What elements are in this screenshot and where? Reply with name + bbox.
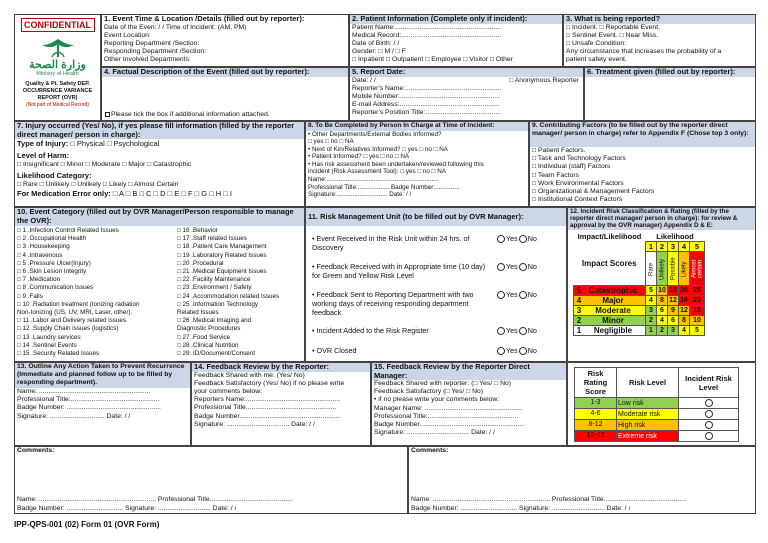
section-12-title: 12. Incident Risk Classification & Rating (filled by the reporter direct manager/ person in charge): for review & approval by the OVR manager) Appendix D & E: xyxy=(568,208,755,230)
s8-signature-field[interactable]: Signature:............................. Date: / / xyxy=(308,191,412,199)
section-8-person-in-charge xyxy=(305,121,529,207)
likelihood-col-name: Unlikely xyxy=(657,252,668,286)
impact-num: 4 xyxy=(576,296,582,305)
event-category-item[interactable]: Diagnostic Procedures xyxy=(177,325,241,333)
s15-name-field[interactable]: Manager Name: .................................................... xyxy=(374,404,523,412)
rating-level: High risk xyxy=(617,420,679,431)
no-label: No xyxy=(527,346,537,355)
risk-score-cell: 20 xyxy=(680,287,688,294)
s14-name-field[interactable]: Reporters Name:.................................................. xyxy=(194,396,341,404)
event-category-item[interactable]: □ 29. ID/Document/Consent xyxy=(177,350,256,358)
likelihood-field[interactable]: □ Rare □ Unlikely □ Unlikely □ Likely □ Almost Certain xyxy=(17,181,179,189)
likelihood-col-num: 5 xyxy=(690,242,705,252)
event-category-item[interactable]: □ 25 .Information Technology xyxy=(177,300,259,308)
event-category-item[interactable]: □ 27 .Food Service xyxy=(177,333,231,341)
section-9-title: 9. Contributing Factors (to be filled out by the reporter direct manager/ person in charge) refer to Appendix F (Chose top 3 only): xyxy=(530,122,755,147)
incident-risk-radio xyxy=(679,431,739,442)
form-footer-code: IPP-QPS-001 (02) Form 01 (OVR Form) xyxy=(14,520,160,529)
not-medical-record-note: (Not part of Medical Record) xyxy=(26,102,89,108)
s14-badge-field[interactable]: Badge Number..................................................... xyxy=(194,412,340,420)
comments-label: Comments: xyxy=(17,447,55,454)
event-category-item[interactable]: □ 22 .Facility Maintenance xyxy=(177,276,251,284)
incident-risk-radio xyxy=(679,398,739,409)
harm-field[interactable]: □ Insignificant □ Minor □ Moderate □ Major □ Catastrophic xyxy=(17,161,192,168)
event-category-item[interactable]: □ 13 .Laundry services xyxy=(17,333,81,341)
section-2-title: 2. Patient Information (Complete only if incident): xyxy=(350,15,562,24)
yes-no-radio[interactable] xyxy=(496,346,537,355)
impact-row-label xyxy=(574,326,646,336)
section-7-title: 7. Injury occurred (Yes/ No), if yes please fill information (filled by the reporter direct manager/ person in charge): xyxy=(15,122,304,139)
no-label: No xyxy=(527,262,537,271)
report-title: OCCURRENCE VARIANCE REPORT (OVR) xyxy=(22,88,93,101)
ministry-english: Ministry of Health xyxy=(36,71,79,77)
risk-score-cell: 8 xyxy=(679,316,690,326)
event-category-item[interactable]: □ 16 .Behavior xyxy=(177,227,218,234)
rating-score: 1-3 xyxy=(575,398,617,409)
section-13-actions xyxy=(14,362,191,446)
responding-dept-field[interactable]: Responding Department /Section: xyxy=(104,48,207,56)
section-3-what-reported xyxy=(563,14,756,67)
section-15-title: 15. Feedback Review by the Reporter Direct Manager: xyxy=(372,363,566,380)
risk-score-cell: 8 xyxy=(657,296,668,306)
s15-signature-field[interactable]: Signature: ................................. Date: / / xyxy=(374,429,495,437)
event-category-item[interactable]: □ 4 .Intravenous xyxy=(17,251,63,259)
yes-no-radio[interactable] xyxy=(496,262,537,271)
event-category-item[interactable]: □ 6 .Skin Lesion Integrity xyxy=(17,268,87,276)
s14-line-3: your comments below: xyxy=(194,387,262,395)
no-radio-icon[interactable] xyxy=(519,291,527,299)
likelihood-col-num: 1 xyxy=(646,242,657,252)
event-category-item[interactable]: □ 7 .Medication xyxy=(17,276,61,284)
section-7-injury xyxy=(14,121,305,207)
event-location-field[interactable]: Event Location: xyxy=(104,31,151,39)
section-11-title: 11. Risk Management Unit (to be filled out by OVR Manager): xyxy=(306,208,566,226)
event-category-item[interactable]: □ 23 .Environment / Safety xyxy=(177,284,252,292)
incident-risk-radio-icon[interactable] xyxy=(705,432,713,440)
yes-radio-icon[interactable] xyxy=(497,235,505,243)
harm-label: Level of Harm: xyxy=(17,151,70,160)
unsafe-desc: Any circumstance that increases the probability of a xyxy=(566,48,722,56)
factor-task[interactable]: □ Task and Technology Factors xyxy=(532,155,626,163)
event-category-item[interactable]: □ 15 .Security Related Issues xyxy=(17,350,100,358)
impact-name: Negligible xyxy=(593,326,633,335)
incident-risk-radio xyxy=(679,420,739,431)
incident-risk-radio-icon[interactable] xyxy=(705,410,713,418)
risk-mgmt-text: • Incident Added to the Risk Register xyxy=(312,326,429,335)
risk-score-cell: 6 xyxy=(657,306,668,316)
rating-score: 15-25 xyxy=(575,431,617,442)
impact-row-label xyxy=(574,296,646,306)
event-category-item[interactable]: □ 5 .Pressure Ulcer(Injury) xyxy=(17,259,91,267)
rating-header: Risk Level xyxy=(617,368,679,398)
injury-type-field[interactable]: Type of Injury: □ Physical □ Psychological xyxy=(17,139,160,148)
section-3-title: 3. What is being reported? xyxy=(564,15,755,24)
section-6-treatment[interactable] xyxy=(584,67,756,121)
comments-name-line-2[interactable]: Name: .............................................................. Professional Title............................................ xyxy=(411,495,687,503)
risk-mgmt-text: • Feedback Received with in Appropriate time (10 day) for Green and Yellow Risk Level xyxy=(312,262,486,280)
s8-line-4[interactable]: • Patient Informed? □ yes □ no □ NA xyxy=(308,153,410,161)
event-category-item[interactable]: □ 19 .Laboratory Related Issues xyxy=(177,251,267,259)
section-8-title: 8. To Be Completed by Person In Charge at Time of Incident: xyxy=(306,122,528,131)
risk-score-cell: 4 xyxy=(657,316,668,326)
logo-panel xyxy=(14,14,101,121)
report-type-sentinel[interactable]: □ Sentinel Event. □ Near Miss. xyxy=(566,31,659,39)
patient-type-field[interactable]: □ Inpatient □ Outpatient □ Employee □ Visitor □ Other xyxy=(352,56,513,64)
s15-line-1[interactable]: Feedback Shared with reporter: (□ Yes/ □ No) xyxy=(374,380,512,387)
impact-num: 2 xyxy=(576,316,582,325)
yes-no-radio[interactable] xyxy=(496,326,537,335)
comments-badge-line[interactable]: Badge Number: .............................. Signature: ............................ Date: / / xyxy=(17,504,237,512)
report-type-unsafe[interactable]: □ Unsafe Condition: xyxy=(566,39,627,47)
section-5-report-date xyxy=(349,67,584,121)
s8-title-badge-field[interactable]: Professional Title:.................. Badge Number:.............. xyxy=(308,183,460,191)
mobile-field[interactable]: Mobile Number:..................................................... xyxy=(352,92,501,100)
comments-name-line[interactable]: Name: .............................................................. Professional Title............................................ xyxy=(17,495,293,503)
section-15-manager-feedback xyxy=(371,362,567,446)
risk-score-cell: 12 xyxy=(669,297,677,304)
event-category-item[interactable]: □ 20 .Procedural xyxy=(177,259,224,267)
yes-no-radio[interactable] xyxy=(496,290,537,299)
s8-line-3[interactable]: • Next of Kin/Relatives Informed? □ yes □ no □ NA xyxy=(308,145,448,153)
section-1-title: 1. Event Time & Location /Details (filled out by reporter): xyxy=(104,14,305,23)
s15-title-field[interactable]: Professional Title:................................................ xyxy=(374,412,519,420)
s8-line-5[interactable]: • Has risk assessment been undertaken/reviewed following this xyxy=(308,160,484,168)
s8-line-1[interactable]: • Other Departments/External Bodies Informed? xyxy=(308,130,442,138)
incident-risk-radio-icon[interactable] xyxy=(705,421,713,429)
comments-right[interactable] xyxy=(408,446,756,514)
impact-scores-label: Impact Scores xyxy=(581,258,637,268)
likelihood-col-name: Almost certain xyxy=(690,252,705,286)
report-type-incident[interactable]: □ Incident. □ Reportable Event. xyxy=(566,23,660,31)
risk-score-cell: 10 xyxy=(658,287,666,294)
event-category-item[interactable]: □ 17 .Staff related Issues xyxy=(177,235,247,243)
s13-name-field[interactable]: Name: ........................................................... xyxy=(17,388,151,395)
risk-score-cell: 4 xyxy=(679,326,690,336)
event-category-item[interactable]: □ 12 .Supply Chain issues (logistics) xyxy=(17,325,119,333)
risk-score-cell: 25 xyxy=(690,286,705,296)
risk-matrix-table xyxy=(573,232,705,336)
impact-name: Moderate xyxy=(595,306,631,315)
risk-score-cell: 2 xyxy=(646,316,657,326)
no-label: No xyxy=(527,234,537,243)
risk-score-cell: 12 xyxy=(680,307,688,314)
anonymous-reporter-checkbox[interactable]: □ Anonymous Reporter xyxy=(509,76,579,84)
event-category-item[interactable]: □ 14 .Sentinel Events xyxy=(17,341,77,349)
yes-radio-icon[interactable] xyxy=(497,347,505,355)
impact-row-label xyxy=(574,286,646,296)
section-12-risk-matrix xyxy=(567,207,756,362)
unsafe-desc-2: patient safety event. xyxy=(566,56,627,64)
dob-field[interactable]: Date of Birth: / / xyxy=(352,39,400,47)
risk-score-cell: 5 xyxy=(646,286,657,296)
likelihood-col-name: Likely xyxy=(679,252,690,286)
dept-name: Quality & Pt. Safety DEP. xyxy=(25,81,90,87)
incident-risk-radio xyxy=(679,409,739,420)
s14-title-field[interactable]: Professional Title................................................ xyxy=(194,404,337,412)
risk-score-cell: 4 xyxy=(646,296,657,306)
risk-score-cell: 2 xyxy=(657,326,668,336)
s13-title-field[interactable]: Professional Title:............................................... xyxy=(17,396,160,404)
risk-mgmt-text: • Event Received in the Risk Unit within 24 hrs. of Discovery xyxy=(312,234,470,252)
risk-score-cell: 16 xyxy=(680,297,688,304)
category-column-2 xyxy=(175,227,305,358)
comments-badge-line-2[interactable]: Badge Number: .............................. Signature: ............................ Date: / / xyxy=(411,504,631,512)
event-category-item[interactable]: □ 11 .Labor and Delivery related issues xyxy=(17,317,127,325)
event-category-item[interactable]: □ 8 .Communication Issues xyxy=(17,284,94,292)
reporting-dept-field[interactable]: Reporting Department /Section: xyxy=(104,39,200,47)
factor-patient[interactable]: □ Patient Factors. xyxy=(532,147,586,154)
yes-label: Yes xyxy=(506,262,518,271)
factor-institutional[interactable]: □ Institutional Context Factors xyxy=(532,196,623,204)
likelihood-col-num: 3 xyxy=(668,242,679,252)
s15-badge-field[interactable]: Badge Number....................................................... xyxy=(374,421,524,429)
section-2-patient-info xyxy=(349,14,563,67)
s14-signature-field[interactable]: Signature: ................................. Date: / / xyxy=(194,420,315,428)
s13-badge-field[interactable]: Badge Number: .................................................. xyxy=(17,404,161,412)
rating-header: Incident Risk Level xyxy=(679,368,739,398)
impact-name: Major xyxy=(602,296,624,305)
rating-header: Risk Rating Score xyxy=(575,368,617,398)
event-category-item[interactable]: Related Issues xyxy=(177,309,219,317)
risk-score-cell: 5 xyxy=(690,326,705,336)
s8-line-2[interactable]: □ yes □ no □ NA xyxy=(308,138,354,146)
yes-label: Yes xyxy=(506,346,518,355)
risk-score-cell: 20 xyxy=(690,296,705,306)
event-category-item[interactable]: □ 24 .Accommodation related Issues xyxy=(177,292,280,300)
risk-score-cell: 1 xyxy=(646,326,657,336)
likelihood-col-num: 2 xyxy=(657,242,668,252)
rating-score: 8-12 xyxy=(575,420,617,431)
risk-score-cell: 15 xyxy=(690,306,705,316)
event-category-item[interactable]: □ 26 .Medical Imaging and xyxy=(177,317,252,325)
risk-rating-table xyxy=(574,367,739,442)
yes-label: Yes xyxy=(506,326,518,335)
likelihood-header: Likelihood xyxy=(646,232,705,242)
medical-record-field[interactable]: Medical Record:..................................................... xyxy=(352,31,502,39)
impact-row-label xyxy=(574,306,646,316)
impact-likelihood-label: Impact/Likelihood xyxy=(577,232,642,242)
s13-signature-field[interactable]: Signature: ............................. Date: / / xyxy=(17,412,131,420)
section-4-description[interactable] xyxy=(101,67,349,121)
risk-score-cell: 15 xyxy=(669,287,677,294)
risk-mgmt-text: • OVR Closed xyxy=(312,346,357,355)
section-6-title: 6. Treatment given (filled out by reporter): xyxy=(585,68,755,77)
risk-score-cell: 3 xyxy=(668,326,679,336)
section-10-event-category xyxy=(14,207,305,362)
yes-radio-icon[interactable] xyxy=(497,327,505,335)
likelihood-col-name: Possible xyxy=(668,252,679,286)
ministry-logo-icon xyxy=(38,37,78,59)
event-category-item[interactable]: □ 9 .Falls xyxy=(17,292,43,300)
medication-error-field[interactable]: For Medication Error only: □ A □ B □ C □ D □ E □ F □ G □ H □ I xyxy=(17,189,232,199)
section-4-title: 4. Factual Description of the Event (filled out by reporter): xyxy=(102,68,348,77)
section-10-title: 10. Event Category (filled out by OVR Manager/Person responsible to manage the OVR): xyxy=(15,208,304,226)
factor-environment[interactable]: □ Work Environmental Factors xyxy=(532,179,624,187)
section-14-title: 14. Feedback Review by the Reporter: xyxy=(192,363,370,372)
section-11-risk-management xyxy=(305,207,567,362)
event-category-item[interactable]: □ 3 .Housekeeping xyxy=(17,243,70,251)
s15-line-3: • if no please write your comments below: xyxy=(374,396,500,404)
comments-label-2: Comments: xyxy=(411,447,449,454)
yes-no-radio[interactable] xyxy=(496,234,537,243)
yes-label: Yes xyxy=(506,234,518,243)
risk-score-cell: 3 xyxy=(646,306,657,316)
confidential-badge: CONFIDENTIAL xyxy=(21,18,95,32)
risk-score-cell: 6 xyxy=(668,316,679,326)
additional-info-checkbox[interactable]: Please tick the box if additional information attached. xyxy=(102,111,270,119)
position-field[interactable]: Reporter's Position Title:........................................ xyxy=(352,109,501,117)
event-category-item[interactable]: □ 1 .Infection Control Related Issues xyxy=(17,227,119,234)
rating-level: Moderate risk xyxy=(617,409,679,420)
yes-radio-icon[interactable] xyxy=(497,263,505,271)
impact-num: 1 xyxy=(576,326,582,335)
rating-score: 4-6 xyxy=(575,409,617,420)
section-5-title: 5. Report Date: xyxy=(350,68,583,77)
rating-level: Extreme risk xyxy=(617,431,679,442)
gender-field[interactable]: Gender: □ M / □ F xyxy=(352,48,406,56)
no-radio-icon[interactable] xyxy=(519,347,527,355)
report-date-field[interactable]: Date: / / □ Anonymous Reporter xyxy=(352,76,579,84)
risk-mgmt-text: • Feedback Sent to Reporting Department with two working days of receiving responding department feedback xyxy=(312,290,474,317)
no-radio-icon[interactable] xyxy=(519,235,527,243)
comments-left[interactable] xyxy=(14,446,408,514)
likelihood-col-name: Rare xyxy=(646,252,657,286)
section-13-title: 13. Outline Any Action Taken to Prevent Recurrence (Immediate and planned follow up to be filled by responding department). xyxy=(15,363,190,388)
impact-row-label xyxy=(574,316,646,326)
factor-organizational[interactable]: □ Organizational & Management Factors xyxy=(532,188,655,196)
factor-individual[interactable]: □ Individual (staff) Factors xyxy=(532,163,611,171)
no-radio-icon[interactable] xyxy=(519,327,527,335)
event-category-item[interactable]: Non-Ionizing (US, UV, MRI, Laser, other). xyxy=(17,309,133,317)
section-14-reporter-feedback xyxy=(191,362,371,446)
s14-line-2[interactable]: Feedback Satisfactory (Yes/ No) if no please write xyxy=(194,379,345,387)
other-depts-field[interactable]: Other Involved Departments: xyxy=(104,56,191,64)
no-label: No xyxy=(527,290,537,299)
no-label: No xyxy=(527,326,537,335)
likelihood-label: Likelihood Category: xyxy=(17,171,92,181)
rating-level: Low risk xyxy=(617,398,679,409)
ministry-arabic: وزارة الصحة xyxy=(29,59,86,71)
risk-score-cell: 9 xyxy=(668,306,679,316)
impact-name: Catastrophic xyxy=(588,286,638,295)
category-column-1 xyxy=(15,227,175,358)
risk-rating-panel xyxy=(567,362,756,446)
reporter-name-field[interactable]: Reporter's Name:................................................... xyxy=(352,84,502,92)
risk-score-cell: 10 xyxy=(690,316,705,326)
event-category-item[interactable]: □ 18 .Patient Care Management xyxy=(177,243,267,251)
section-1-event-details xyxy=(101,14,349,67)
event-category-item[interactable]: □ 10 .Radiation treatment (Ionizing radiation xyxy=(17,300,140,308)
factor-team[interactable]: □ Team Factors xyxy=(532,171,580,179)
s14-line-1[interactable]: Feedback Shared with me: (Yes/ No) xyxy=(194,371,305,379)
event-date-field[interactable]: Date of the Even: / / Time of Incident: (AM, PM) xyxy=(104,23,247,31)
impact-num: 5 xyxy=(576,286,582,295)
section-9-contributing-factors xyxy=(529,121,756,207)
s8-line-6[interactable]: incident (Risk Assessment Tool): □ yes □ no □ NA xyxy=(308,168,446,176)
s15-line-2[interactable]: Feedback Satisfactory (□ Yes/ □ No) xyxy=(374,388,484,396)
yes-label: Yes xyxy=(506,290,518,299)
patient-name-field[interactable]: Patient Name:........................................................ xyxy=(352,23,501,31)
event-category-item[interactable]: □ 21 .Medical Equipment Issues xyxy=(177,268,267,276)
email-field[interactable]: E-mail Address:..................................................... xyxy=(352,101,500,109)
incident-risk-radio-icon[interactable] xyxy=(705,399,713,407)
event-category-item[interactable]: □ 28 .Clinical Nutrition xyxy=(177,341,239,349)
yes-radio-icon[interactable] xyxy=(497,291,505,299)
likelihood-col-num: 4 xyxy=(679,242,690,252)
event-category-item[interactable]: □ 2 .Occupational Health xyxy=(17,235,87,243)
impact-name: Minor xyxy=(602,316,624,325)
impact-num: 3 xyxy=(576,306,582,315)
no-radio-icon[interactable] xyxy=(519,263,527,271)
s8-name-field[interactable]: Name:................................................................ xyxy=(308,176,439,184)
